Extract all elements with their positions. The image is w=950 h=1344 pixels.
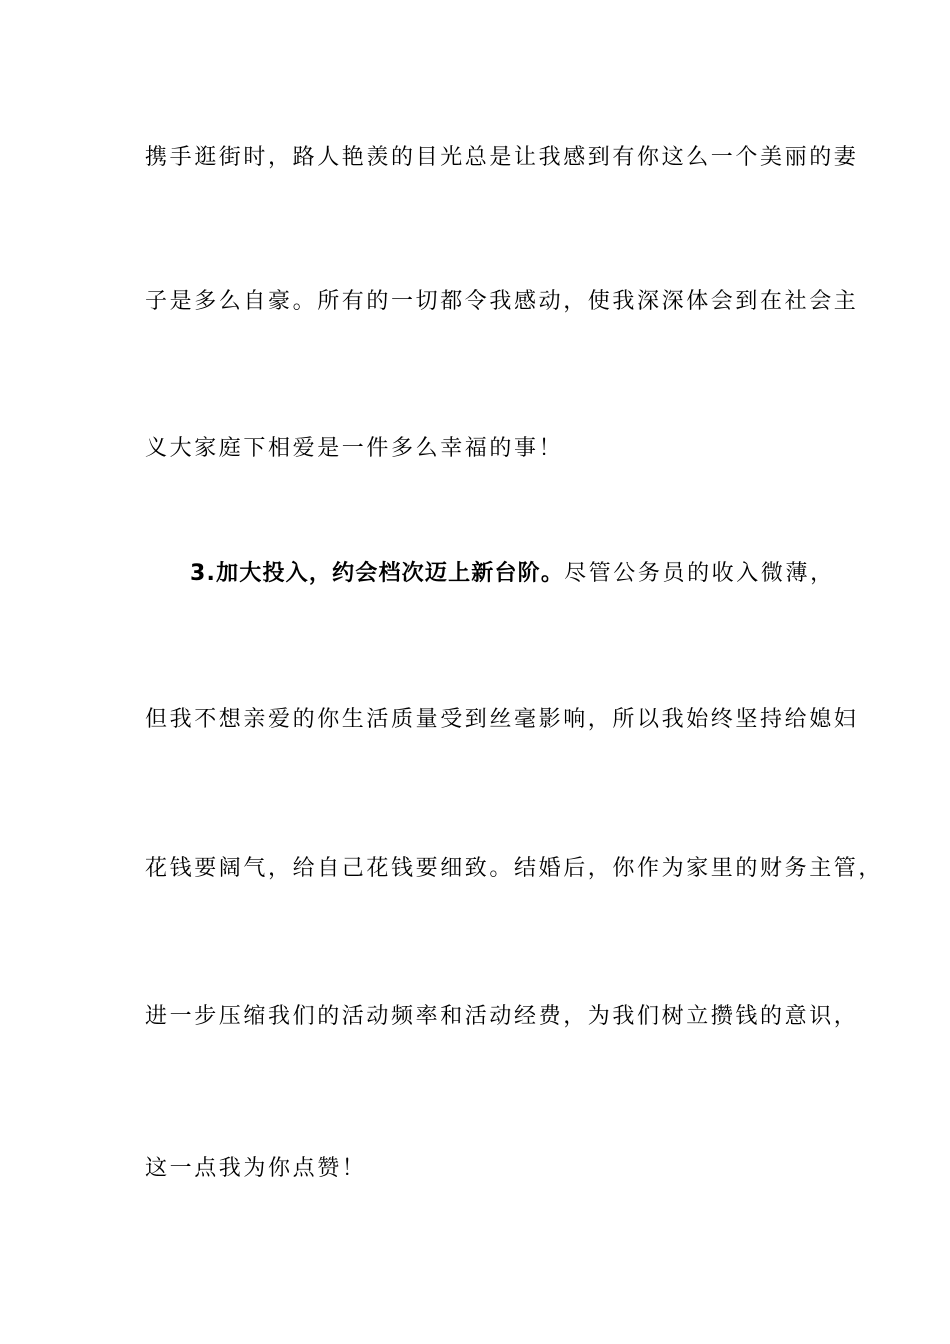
section-3-line-2: 但我不想亲爱的你生活质量受到丝毫影响，所以我始终坚持给媳妇 [145, 707, 859, 732]
section-3-line-4: 进一步压缩我们的活动频率和活动经费，为我们树立攒钱的意识， [145, 1004, 859, 1029]
paragraph-line-2: 子是多么自豪。所有的一切都令我感动，使我深深体会到在社会主 [145, 289, 859, 314]
section-3-heading: 3.加大投入，约会档次迈上新台阶。 [190, 561, 565, 586]
section-3-line-3: 花钱要阔气，给自己花钱要细致。结婚后，你作为家里的财务主管， [145, 856, 884, 881]
section-3-line-5: 这一点我为你点赞！ [145, 1156, 367, 1181]
paragraph-line-1: 携手逛街时，路人艳羡的目光总是让我感到有你这么一个美丽的妻 [145, 145, 859, 170]
paragraph-line-3: 义大家庭下相爱是一件多么幸福的事！ [145, 436, 564, 461]
section-3-first-line-text: 尽管公务员的收入微薄， [564, 561, 835, 586]
section-3-first-line [190, 557, 870, 591]
